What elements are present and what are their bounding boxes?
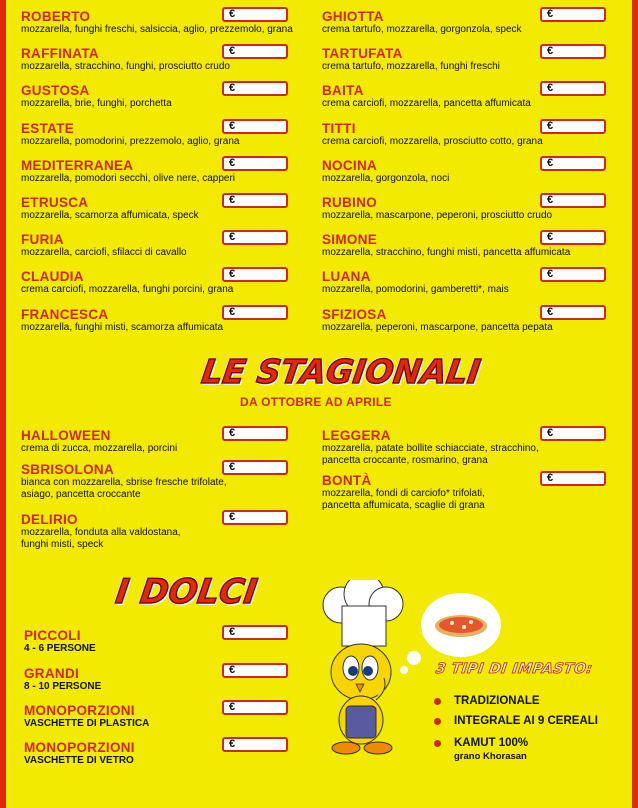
item-name: GHIOTTA <box>322 9 384 24</box>
currency-symbol: € <box>229 156 236 169</box>
item-description: 8 - 10 PERSONE <box>24 681 102 692</box>
price-box <box>222 305 288 320</box>
price-box <box>540 471 606 486</box>
item-description: crema carciofi, mozzarella, funghi porcini, grana <box>21 284 234 296</box>
item-name: FRANCESCA <box>21 306 109 322</box>
currency-symbol: € <box>229 427 236 439</box>
item-description: mozzarella, stracchino, funghi misti, pancetta affumicata <box>322 247 571 259</box>
item-name: HALLOWEEN <box>21 428 111 443</box>
price-box <box>222 267 288 282</box>
currency-symbol: € <box>547 472 554 484</box>
price-box <box>222 737 288 752</box>
price-box <box>222 510 288 525</box>
currency-symbol: € <box>229 268 236 281</box>
currency-symbol: € <box>547 427 554 439</box>
currency-symbol: € <box>547 82 554 95</box>
item-name: BONTÀ <box>322 473 372 488</box>
price-box <box>222 625 288 640</box>
price-box <box>540 426 606 441</box>
item-name: FURIA <box>21 232 64 248</box>
currency-symbol: € <box>229 194 236 206</box>
currency-symbol: € <box>229 701 236 713</box>
item-name: PICCOLI <box>24 628 81 643</box>
currency-symbol: € <box>229 305 236 318</box>
impasto-sublabel: grano Khorasan <box>454 751 527 762</box>
item-name: GUSTOSA <box>21 83 90 99</box>
currency-symbol: € <box>229 82 236 95</box>
item-name: DELIRIO <box>21 512 78 527</box>
price-box <box>222 426 288 441</box>
currency-symbol: € <box>229 738 236 750</box>
price-box <box>540 7 606 22</box>
currency-symbol: € <box>547 194 554 206</box>
item-description: mozzarella, peperoni, mascarpone, pancetta pepata <box>322 321 553 333</box>
pizza-icon <box>435 615 487 637</box>
item-name: ESTATE <box>21 120 75 136</box>
price-box <box>222 119 288 134</box>
item-description: VASCHETTE DI PLASTICA <box>24 718 150 729</box>
item-name: NOCINA <box>322 157 378 173</box>
currency-symbol: € <box>547 119 554 132</box>
item-name: SIMONE <box>322 232 378 248</box>
price-box <box>222 81 288 96</box>
currency-symbol: € <box>547 268 554 281</box>
price-box <box>222 663 288 678</box>
impasto-label: KAMUT 100% <box>454 737 529 749</box>
bullet-icon <box>434 718 441 725</box>
currency-symbol: € <box>229 45 236 58</box>
currency-symbol: € <box>229 626 236 638</box>
item-description: 4 - 6 PERSONE <box>24 643 96 654</box>
item-name: TITTI <box>322 120 356 136</box>
item-name: RAFFINATA <box>21 46 99 62</box>
item-description: mozzarella, scamorza affumicata, speck <box>21 210 199 221</box>
currency-symbol: € <box>547 231 554 244</box>
item-name: MONOPORZIONI <box>24 703 135 718</box>
item-description: mozzarella, gorgonzola, noci <box>322 172 450 184</box>
currency-symbol: € <box>229 8 236 20</box>
item-description: crema tartufo, mozzarella, gorgonzola, speck <box>322 24 522 35</box>
item-description: mozzarella, brie, funghi, porchetta <box>21 98 172 110</box>
stagionali-title: LE STAGIONALI <box>199 352 483 391</box>
price-box <box>540 44 606 59</box>
currency-symbol: € <box>547 305 554 318</box>
price-box <box>222 7 288 22</box>
price-box <box>222 460 288 475</box>
price-box <box>540 156 606 171</box>
chef-hat <box>323 580 403 646</box>
impasto-label: INTEGRALE AI 9 CEREALI <box>454 715 598 727</box>
dolci-title: I DOLCI <box>113 572 260 612</box>
item-name: SBRISOLONA <box>21 462 115 477</box>
item-name: ETRUSCA <box>21 195 89 210</box>
item-description: crema di zucca, mozzarella, porcini <box>21 443 178 454</box>
price-box <box>222 156 288 171</box>
price-box <box>222 193 288 208</box>
item-name: SFIZIOSA <box>322 306 387 322</box>
stagionali-subtitle: DA OTTOBRE AD APRILE <box>240 395 392 409</box>
item-name: LEGGERA <box>322 428 391 443</box>
item-name: MEDITERRANEA <box>21 157 134 173</box>
item-name: ROBERTO <box>21 9 91 24</box>
item-description: mozzarella, mascarpone, peperoni, prosciutto crudo <box>322 210 553 221</box>
item-name: LUANA <box>322 269 371 285</box>
currency-symbol: € <box>547 156 554 169</box>
item-description: mozzarella, funghi misti, scamorza affumicata <box>21 321 224 333</box>
impasto-label: TRADIZIONALE <box>454 695 540 707</box>
bullet-icon <box>434 698 441 705</box>
currency-symbol: € <box>547 45 554 58</box>
price-box <box>540 230 606 245</box>
currency-symbol: € <box>229 231 236 244</box>
item-description: mozzarella, stracchino, funghi, prosciutto crudo <box>21 61 230 73</box>
price-box <box>540 305 606 320</box>
item-description: crema carciofi, mozzarella, prosciutto cotto, grana <box>322 135 543 147</box>
price-box <box>540 267 606 282</box>
item-description: bianca con mozzarella, sbrise fresche trifolate, asiago, pancetta croccante <box>21 477 227 500</box>
item-description: mozzarella, pomodorini, gamberetti*, mais <box>322 284 509 296</box>
item-description: mozzarella, patate bollite schiacciate, stracchino, pancetta croccante, rosmarino, grana <box>322 443 539 466</box>
item-description: mozzarella, pomodorini, prezzemolo, aglio, grana <box>21 135 240 147</box>
price-box <box>540 193 606 208</box>
currency-symbol: € <box>229 664 236 676</box>
price-box <box>222 44 288 59</box>
item-description: VASCHETTE DI VETRO <box>24 755 134 766</box>
item-name: TARTUFATA <box>322 46 403 62</box>
price-box <box>222 230 288 245</box>
currency-symbol: € <box>229 511 236 523</box>
bullet-icon <box>434 740 441 747</box>
item-description: crema carciofi, mozzarella, pancetta affumicata <box>322 98 531 110</box>
item-description: mozzarella, carciofi, sfilacci di cavallo <box>21 247 187 259</box>
item-description: crema tartufo, mozzarella, funghi freschi <box>322 61 500 73</box>
currency-symbol: € <box>229 119 236 132</box>
currency-symbol: € <box>229 461 236 473</box>
item-description: mozzarella, fondi di carciofo* trifolati, pancetta affumicata, scaglie di grana <box>322 488 485 511</box>
price-box <box>222 700 288 715</box>
price-box <box>540 119 606 134</box>
impasti-title: 3 TIPI DI IMPASTO: <box>434 661 594 677</box>
item-name: MONOPORZIONI <box>24 740 135 755</box>
currency-symbol: € <box>547 8 554 20</box>
item-name: CLAUDIA <box>21 269 84 285</box>
item-name: BAITA <box>322 83 364 99</box>
chef-bird-illustration <box>306 580 516 780</box>
item-description: mozzarella, pomodori secchi, olive nere, capperi <box>21 172 235 184</box>
item-name: RUBINO <box>322 195 378 210</box>
item-name: GRANDI <box>24 666 80 681</box>
price-box <box>540 81 606 96</box>
item-description: mozzarella, funghi freschi, salsiccia, aglio, prezzemolo, grana <box>21 24 293 35</box>
item-description: mozzarella, fonduta alla valdostana, funghi misti, speck <box>21 527 181 550</box>
